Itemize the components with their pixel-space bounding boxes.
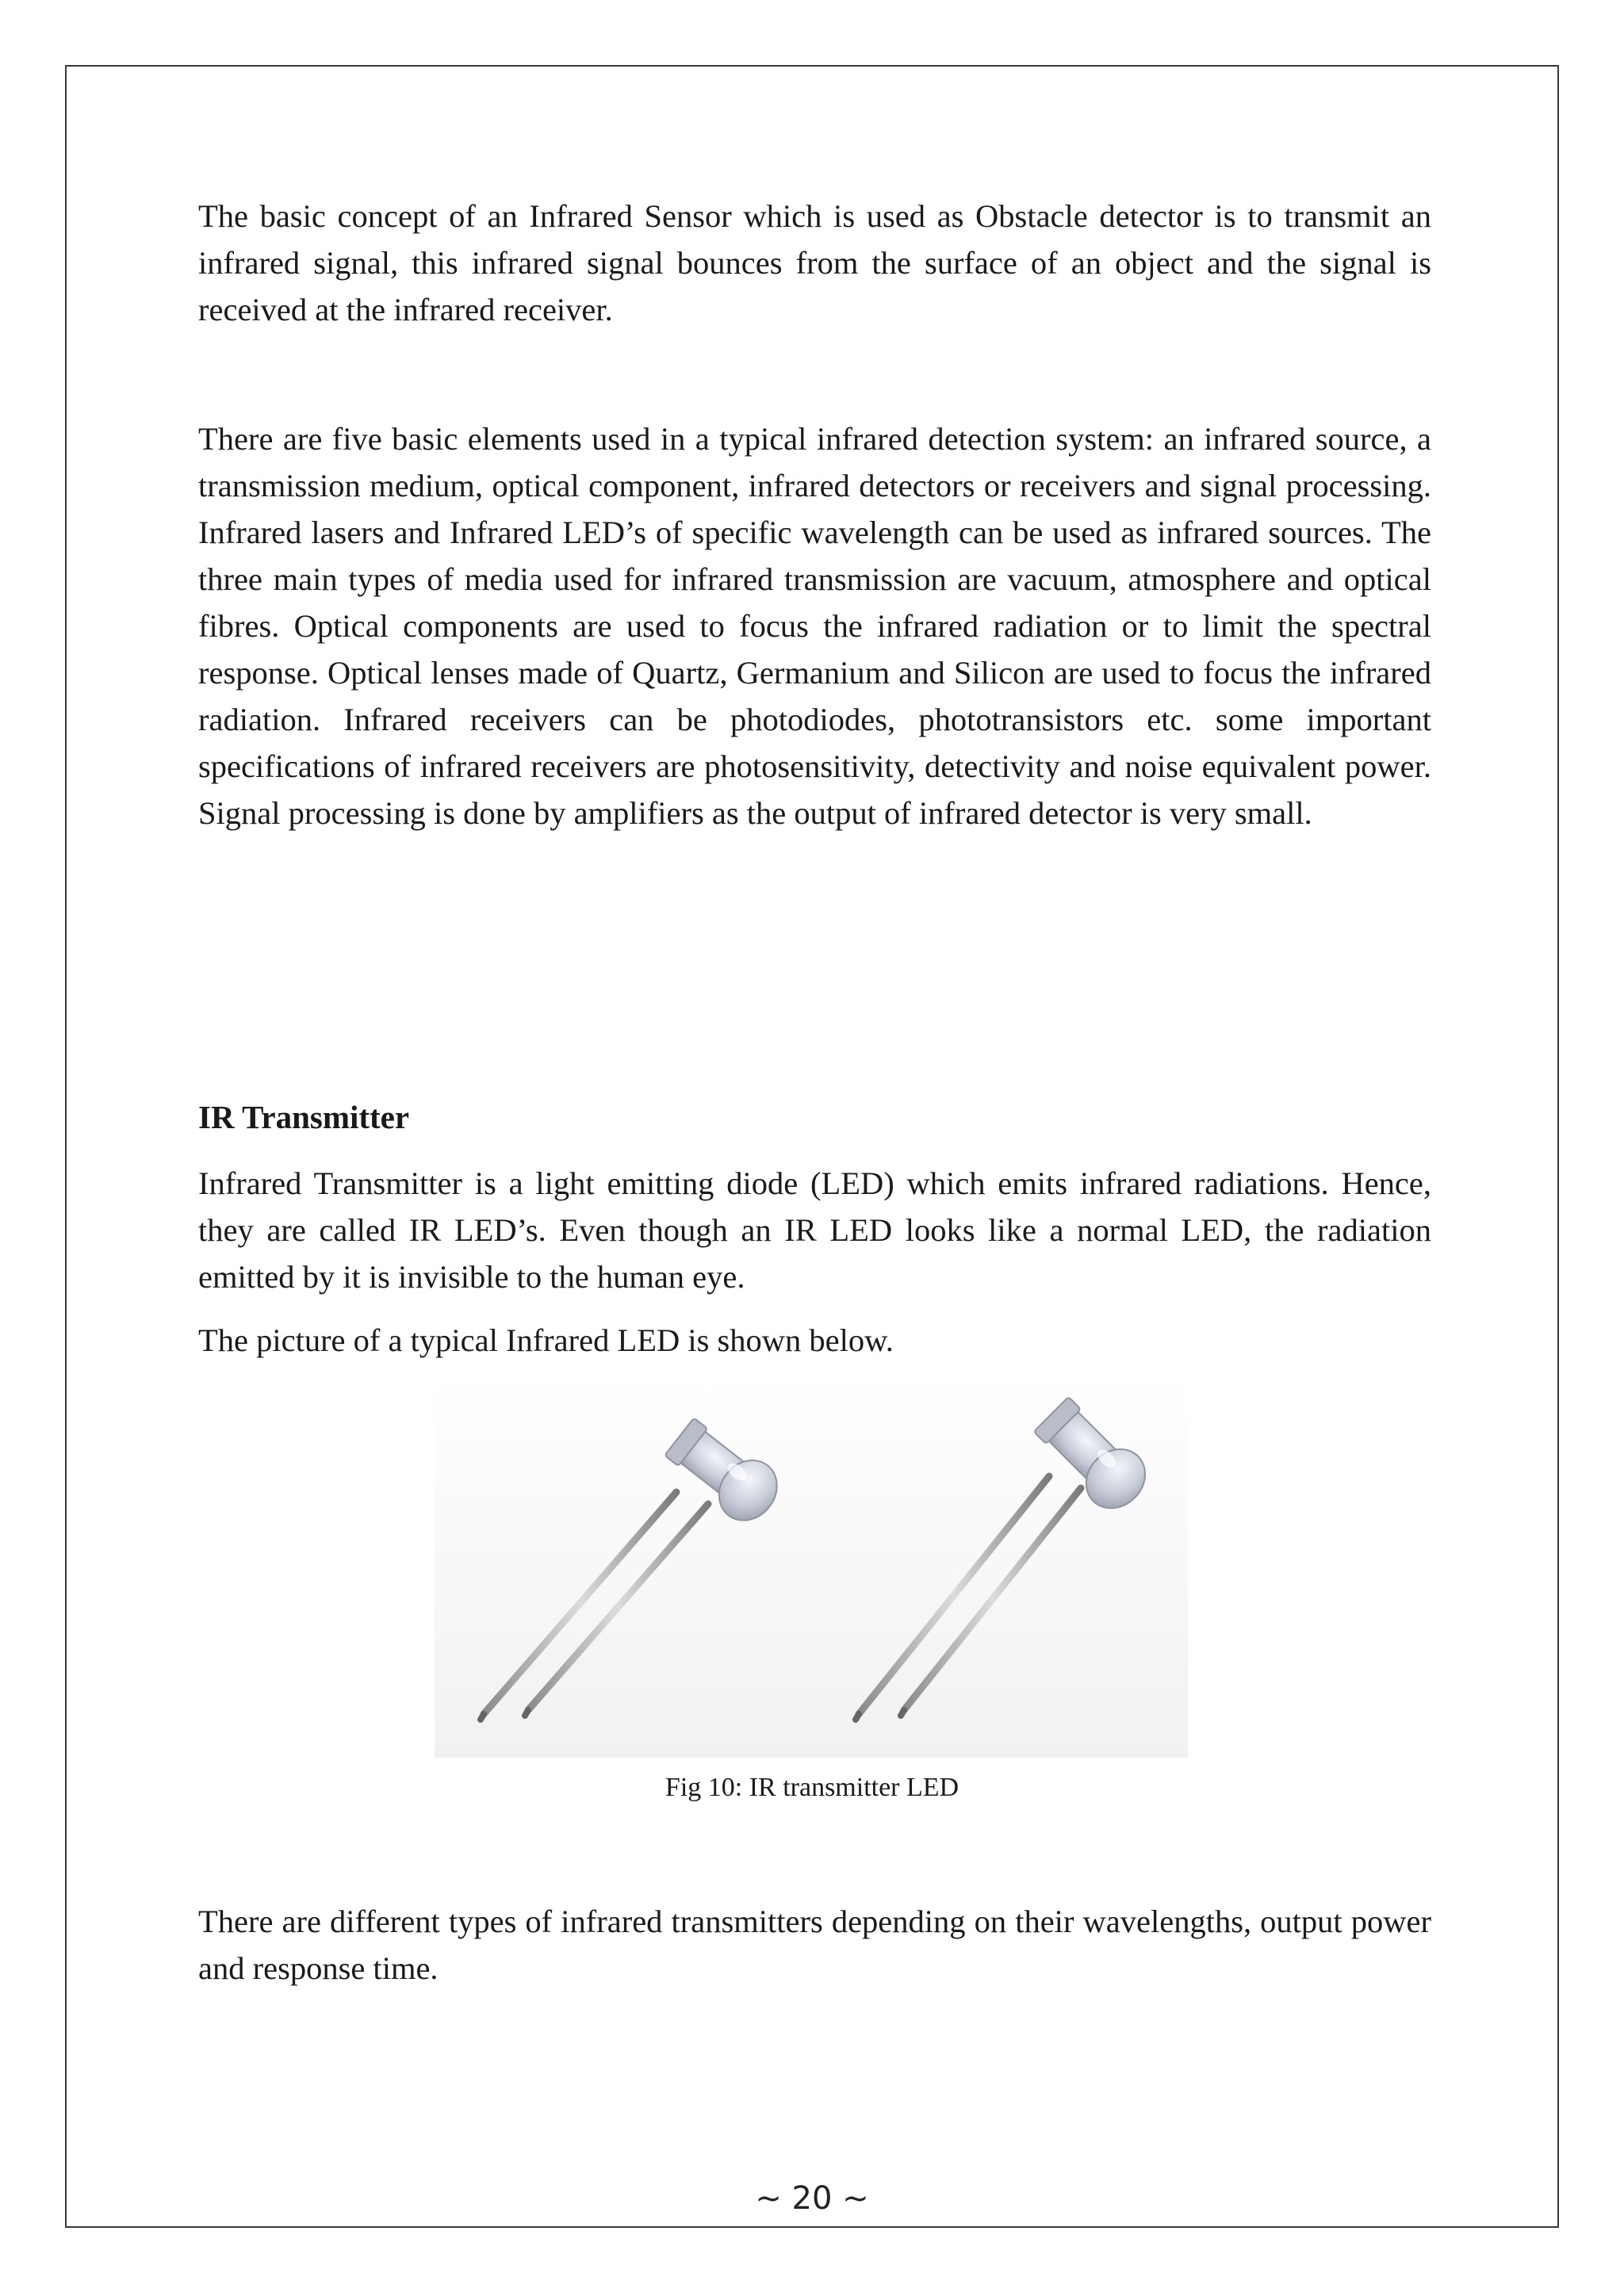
- ir-led-figure: [435, 1377, 1188, 1758]
- page-number: ~ 20 ~: [755, 2180, 869, 2217]
- section-heading: IR Transmitter: [198, 1099, 410, 1135]
- intro-paragraph: The basic concept of an Infrared Sensor which is used as Obstacle detector is to transmit an infrared signal, this infrared signal bounces from the surface of an object and the signal is received at the infrared receiver.: [198, 198, 1431, 327]
- types-paragraph: There are different types of infrared transmitters depending on their wavelengths, output power and response time.: [198, 1904, 1431, 1986]
- elements-paragraph: There are five basic elements used in a typical infrared detection system: an infrared source, a transmission medium, optical component, infrared detectors or receivers and signal processing. Infrared lasers and Infrared LED’s of specific wavelength can be used as infrared sources. The three main types of media used for infrared transmission are vacuum, atmosphere and optical fibres. Optical components are used to focus the infrared radiation or to limit the spectral response. Optical lenses made of Quartz, Germanium and Silicon are used to focus the infrared radiation. Infrared receivers can be photodiodes, phototransistors etc. some important specifications of infrared receivers are photosensitivity, detectivity and noise equivalent power. Signal processing is done by amplifiers as the output of infrared detector is very small.: [198, 421, 1431, 831]
- ir-led-image: [435, 1377, 1188, 1758]
- picture-intro-paragraph: The picture of a typical Infrared LED is shown below.: [198, 1322, 894, 1358]
- transmitter-paragraph: Infrared Transmitter is a light emitting diode (LED) which emits infrared radiations. Hence, they are called IR LED’s. Even though an IR LED looks like a normal LED, the radiation emitted by it is invisible to the human eye.: [198, 1165, 1431, 1295]
- figure-caption: Fig 10: IR transmitter LED: [665, 1773, 959, 1802]
